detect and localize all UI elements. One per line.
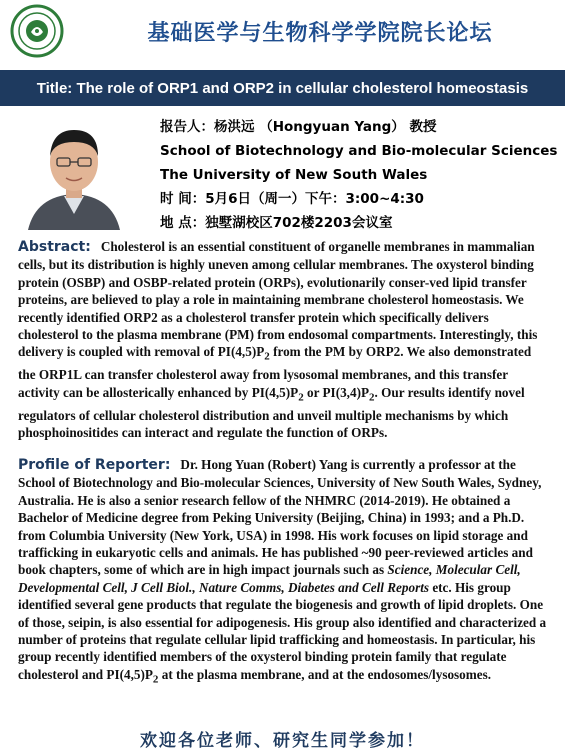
abstract-section: Abstract: Cholesterol is an essential constituent of organelle membranes in mammalian cells, but its distribution is highly uneven among cellular membranes. The oxysterol binding protein (OSBP) and OSBP-related protein (ORPs), evolutionarily conser-ved lipid transfer proteins, are believed to play a role in maintaining membrane cholesterol homeostasis. We recently identified ORP2 as a cholesterol transfer protein which specifically delivers cholesterol to the plasma membrane (PM) from endosomal compartments. Interestingly, this delivery is coupled with removal of $PI(4,5)P_2$ from the PM by ORP2. We also demonstrated the ORP1L can transfer cholesterol away from lysosomal membranes, and this transfer activity can be allosterically enhanced by $PI(4,5)P_2$ or $PI(3,4)P_2$. Our results identify novel regulators of cellular cholesterol distribution and unveil multiple mechanisms by which phosphoinositides can interact and regulate the function of ORPs. [18,239,538,441]
speaker-photo [18,112,130,230]
time-line: 时 间：5月6日（周一）下午：3:00~4:30 [160,191,424,207]
speaker-info [160,116,560,236]
abstract-label: Abstract: [18,239,91,255]
header [0,0,565,70]
speaker-school: School of Biotechnology and Bio-molecular Sciences [160,143,558,159]
abstract-text: Cholesterol is an essential constituent of organelle membranes in mammalian cells, but its distribution is highly uneven among cellular membranes. The oxysterol binding protein (OSBP) and OSBP-related protein (ORPs), evolutionarily conser-ved lipid transfer proteins, are believed to play a role in maintaining membrane cholesterol homeostasis. We recently identified ORP2 as a cholesterol transfer protein which specifically delivers cholesterol to the plasma membrane (PM) from endosomal compartments. Interestingly, this delivery is coupled with removal of PI(4,5)P [18,239,538,360]
profile-section: Profile of Reporter: Dr. Hong Yuan (Robert) Yang is currently a professor at the School of Biotechnology and Bio-molecular Sciences, University of New South Wales, Sydney, Australia. He is also a senior research fellow of the NHMRC (2014-2019). He obtained a Bachelor of Medicine degree from Peking University (Beijing, China) in 1993; and a Ph.D. from Columbia University (New York, USA) in 1998. His work focuses on lipid storage and trafficking in eukaryotic cells and animals. He has published ~90 peer-reviewed articles and book chapters, some of which are in high impact journals such as Science, Molecular Cell, Developmental Cell, J Cell Biol., Nature Comms, Diabetes and Cell Reports etc. His group identified several gene products that regulate the biogenesis and growth of lipid droplets. One of those, seipin, is also essential for adipogenesis. His group also identified and characterized a number of proteins that regulate cellular lipid trafficking and homeostasis. In particular, his group recently identified members of the oxysterol binding protein family that regulate cholesterol and $PI(4,5)P_2$ at the plasma membrane, and at the endosomes/lysosomes. [18,457,547,686]
talk-title-bar [0,70,565,106]
profile-label: Profile of Reporter: [18,457,171,473]
journal-list: Science, Molecular Cell, Developmental Cell, J Cell Biol., Nature Comms, Diabetes and Cell Reports [18,562,521,595]
page-title: 基础医学与生物科学学院院长论坛 [147,21,493,46]
school-logo-icon [10,4,64,58]
profile-text: Dr. Hong Yuan (Robert) Yang is currently a professor at the School of Biotechnology and Bio-molecular Sciences, University of New South Wales, Sydney, Australia. He is also a senior research fellow of the NHMRC (2014-2019). He obtained a Bachelor of Medicine degree from Peking University (Beijing, China) in 1993; and a Ph.D. from Columbia University (New York, USA) in 1998. His work focuses on lipid storage and trafficking in eukaryotic cells and animals. He has published ~90 peer-reviewed articles and book chapters, some of which are in high impact journals such as [18,457,542,578]
welcome-footer: 欢迎各位老师、研究生同学参加！ [140,731,425,751]
talk-title: Title: The role of ORP1 and ORP2 in cellular cholesterol homeostasis [36,79,529,97]
speaker-university: The University of New South Wales [160,167,428,183]
reporter-line: 报告人：杨洪远 （Hongyuan Yang） 教授 [160,119,437,135]
place-line: 地 点：独墅湖校区702楼2203会议室 [160,215,393,231]
